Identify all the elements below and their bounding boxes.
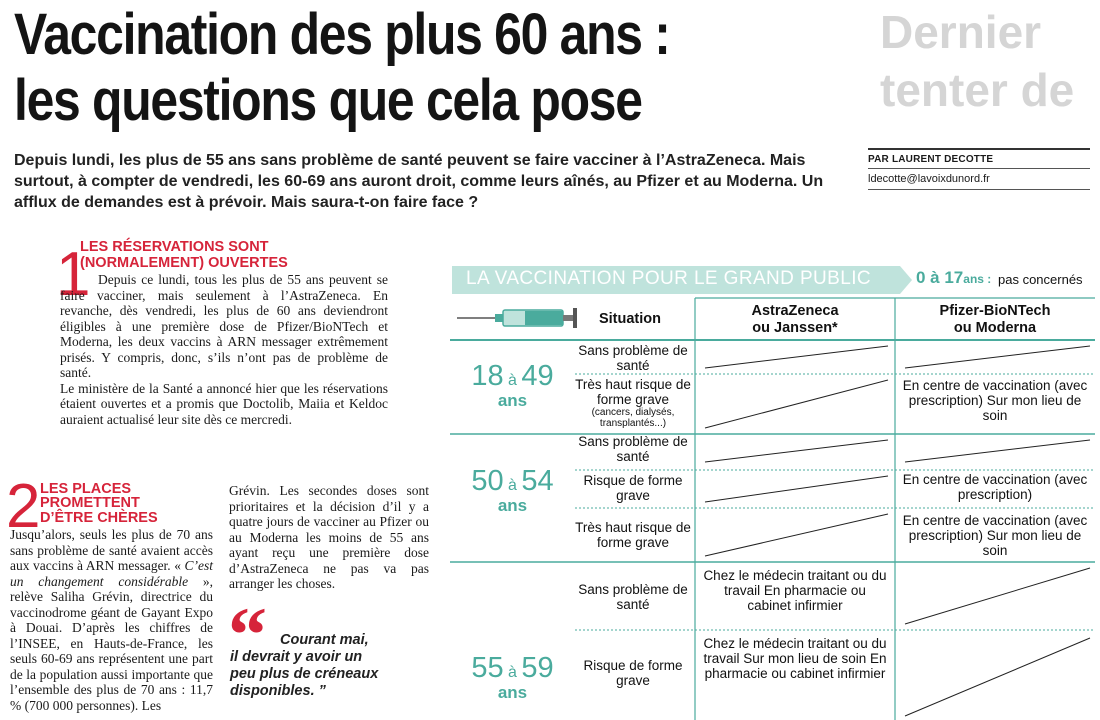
age-a: à bbox=[508, 372, 517, 389]
section-2-title-line-3: D’ÊTRE CHÈRES bbox=[40, 510, 158, 526]
strike-r6-pf bbox=[905, 568, 1090, 624]
astrazeneca-row-6: Chez le médecin traitant ou du travail En pharmacie ou cabinet infirmier bbox=[703, 568, 887, 613]
strike-r2-az bbox=[705, 380, 888, 428]
ghost-title-1: Dernier bbox=[880, 6, 1042, 58]
quote-mark-icon: “ bbox=[228, 591, 267, 678]
situation-row-7: Risque de forme grave bbox=[583, 658, 683, 688]
excluded-age-range bbox=[916, 268, 991, 288]
headline-line-2: les questions que cela pose bbox=[14, 68, 642, 133]
section-1-paragraph-2: Le ministère de la Santé a annoncé hier que les réservations étaient ouvertes et a promis que Doctolib, Maiia et Keldoc auraient actualisé leur site dès ce mercredi. bbox=[60, 380, 388, 427]
age-to: 54 bbox=[521, 465, 554, 497]
situation-row-2-text: Très haut risque de forme grave bbox=[575, 377, 691, 407]
age-group-55-59 bbox=[455, 652, 570, 701]
situation-row-2-note: (cancers, dialysés, transplantés...) bbox=[591, 407, 675, 429]
section-2-title-line-1: LES PLACES bbox=[40, 481, 132, 497]
section-1-body bbox=[60, 272, 388, 427]
age-to: 49 bbox=[521, 360, 554, 392]
strike-r1-az bbox=[705, 346, 888, 368]
section-2-text-after: », relève Saliha Grévin, directrice du vaccinodrome géant de Gayant Expo à Douai. D’après les chiffres de l’INSEE, en Hauts-de-France, les seuls 60-69 ans représentent une part de la population aussi importante que l’ensemble des plus de 70 ans : 11,7 % (700 000 personnes). Les bbox=[10, 573, 214, 713]
age-unit: ans bbox=[497, 391, 528, 410]
age-group-50-54 bbox=[455, 465, 570, 514]
lead-paragraph: Depuis lundi, les plus de 55 ans sans problème de santé peuvent se faire vacciner à l’AstraZeneca. Mais surtout, à compter de vendredi, les 60-69 ans auront droit, comme leurs aînés, au Pfizer et au Moderna. Un afflux de demandes est à prévoir. Mais saura-t-on faire face ? bbox=[14, 152, 824, 211]
age-a: à bbox=[508, 477, 517, 494]
situation-row-5: Très haut risque de forme grave bbox=[575, 520, 691, 550]
header-pfizer-line-2: ou Moderna bbox=[953, 320, 1037, 336]
strike-r4-az bbox=[705, 476, 888, 502]
section-2-title-line-2: PROMETTENT bbox=[40, 495, 140, 511]
strike-r1-pf bbox=[905, 346, 1090, 368]
headline-line-1: Vaccination des plus 60 ans : bbox=[14, 2, 670, 67]
header-astrazeneca bbox=[700, 303, 890, 337]
age-from: 50 bbox=[471, 465, 504, 497]
section-2-quote-inline: C’est un changement considérable bbox=[10, 558, 213, 589]
header-situation: Situation bbox=[598, 311, 662, 327]
byline-email[interactable]: ldecotte@lavoixdunord.fr bbox=[868, 173, 990, 185]
situation-row-6: Sans problème de santé bbox=[578, 582, 688, 612]
astrazeneca-row-7: Chez le médecin traitant ou du travail Sur mon lieu de soin En pharmacie ou cabinet infirmier bbox=[703, 636, 887, 681]
banner-arrow-icon bbox=[896, 266, 912, 294]
section-1-paragraph-1: Depuis ce lundi, tous les plus de 55 ans peuvent se faire vacciner, mais seulement à l’AstraZeneca. En revanche, dès vendredi, les plus de 60 ans deviendront éligibles à une première dose de Pfizer/BioNTech et Moderna, les deux vaccins à ARN messager extrêmement prisés. Y compris, donc, s’ils n’ont pas de problème de santé. bbox=[60, 272, 388, 380]
age-from: 18 bbox=[471, 360, 504, 392]
strike-r3-pf bbox=[905, 440, 1090, 462]
pfizer-row-4: En centre de vaccination (avec prescription) bbox=[902, 472, 1088, 502]
age-unit: ans bbox=[497, 683, 528, 702]
header-pfizer bbox=[900, 303, 1090, 337]
section-2-column-1-text bbox=[10, 527, 213, 713]
section-1-title-line-1: LES RÉSERVATIONS SONT bbox=[80, 239, 269, 255]
pfizer-row-5: En centre de vaccination (avec prescription) Sur mon lieu de soin bbox=[902, 513, 1088, 558]
excluded-age-unit: ans : bbox=[963, 272, 992, 286]
pull-quote-text: il devrait y avoir un peu plus de créneaux disponibles. ” bbox=[230, 649, 379, 699]
pull-quote-line-1: Courant mai, bbox=[280, 632, 369, 648]
byline bbox=[868, 148, 1090, 190]
section-2-number: 2 bbox=[6, 472, 41, 541]
excluded-note: pas concernés bbox=[998, 272, 1083, 287]
section-2-column-2 bbox=[229, 483, 429, 592]
section-1-title-line-2: (NORMALEMENT) OUVERTES bbox=[80, 255, 288, 271]
section-2-text-before: Jusqu’alors, seuls les plus de 70 ans sans problème de santé avaient accès aux vaccins à ARN messager. « bbox=[10, 527, 213, 573]
situation-row-1: Sans problème de santé bbox=[578, 343, 688, 373]
age-group-18-49 bbox=[455, 360, 570, 409]
headline bbox=[14, 2, 754, 134]
section-2-column-1 bbox=[10, 527, 213, 713]
situation-row-2 bbox=[572, 377, 694, 429]
excluded-age-value: 0 à 17 bbox=[916, 268, 964, 287]
age-from: 55 bbox=[471, 652, 504, 684]
strike-r3-az bbox=[705, 440, 888, 462]
situation-row-3: Sans problème de santé bbox=[578, 434, 688, 464]
situation-row-4: Risque de forme grave bbox=[583, 473, 683, 503]
section-1-number: 1 bbox=[56, 240, 91, 309]
pfizer-row-2: En centre de vaccination (avec prescription) Sur mon lieu de soin bbox=[902, 378, 1088, 423]
byline-author: PAR LAURENT DECOTTE bbox=[868, 154, 994, 165]
header-astrazeneca-line-2: ou Janssen* bbox=[752, 320, 838, 336]
age-a: à bbox=[508, 664, 517, 681]
byline-bottom-rule bbox=[868, 189, 1090, 190]
age-to: 59 bbox=[521, 652, 554, 684]
age-unit: ans bbox=[497, 496, 528, 515]
table-banner-title: LA VACCINATION POUR LE GRAND PUBLIC bbox=[466, 268, 871, 289]
strike-r5-az bbox=[705, 514, 888, 556]
ghost-title-2: tenter de bbox=[880, 64, 1075, 116]
header-pfizer-line-1: Pfizer-BioNTech bbox=[939, 303, 1051, 319]
strike-r7-pf bbox=[905, 638, 1090, 716]
section-2-column-2-text: Grévin. Les secondes doses sont prioritaires et la décision d’il y a quatre jours de vacciner au Pfizer ou au Moderna les moins de 55 ans ayant reçu une première dose d’AstraZeneca ne pas va pas arranger les choses. bbox=[229, 483, 429, 591]
header-astrazeneca-line-1: AstraZeneca bbox=[751, 303, 839, 319]
